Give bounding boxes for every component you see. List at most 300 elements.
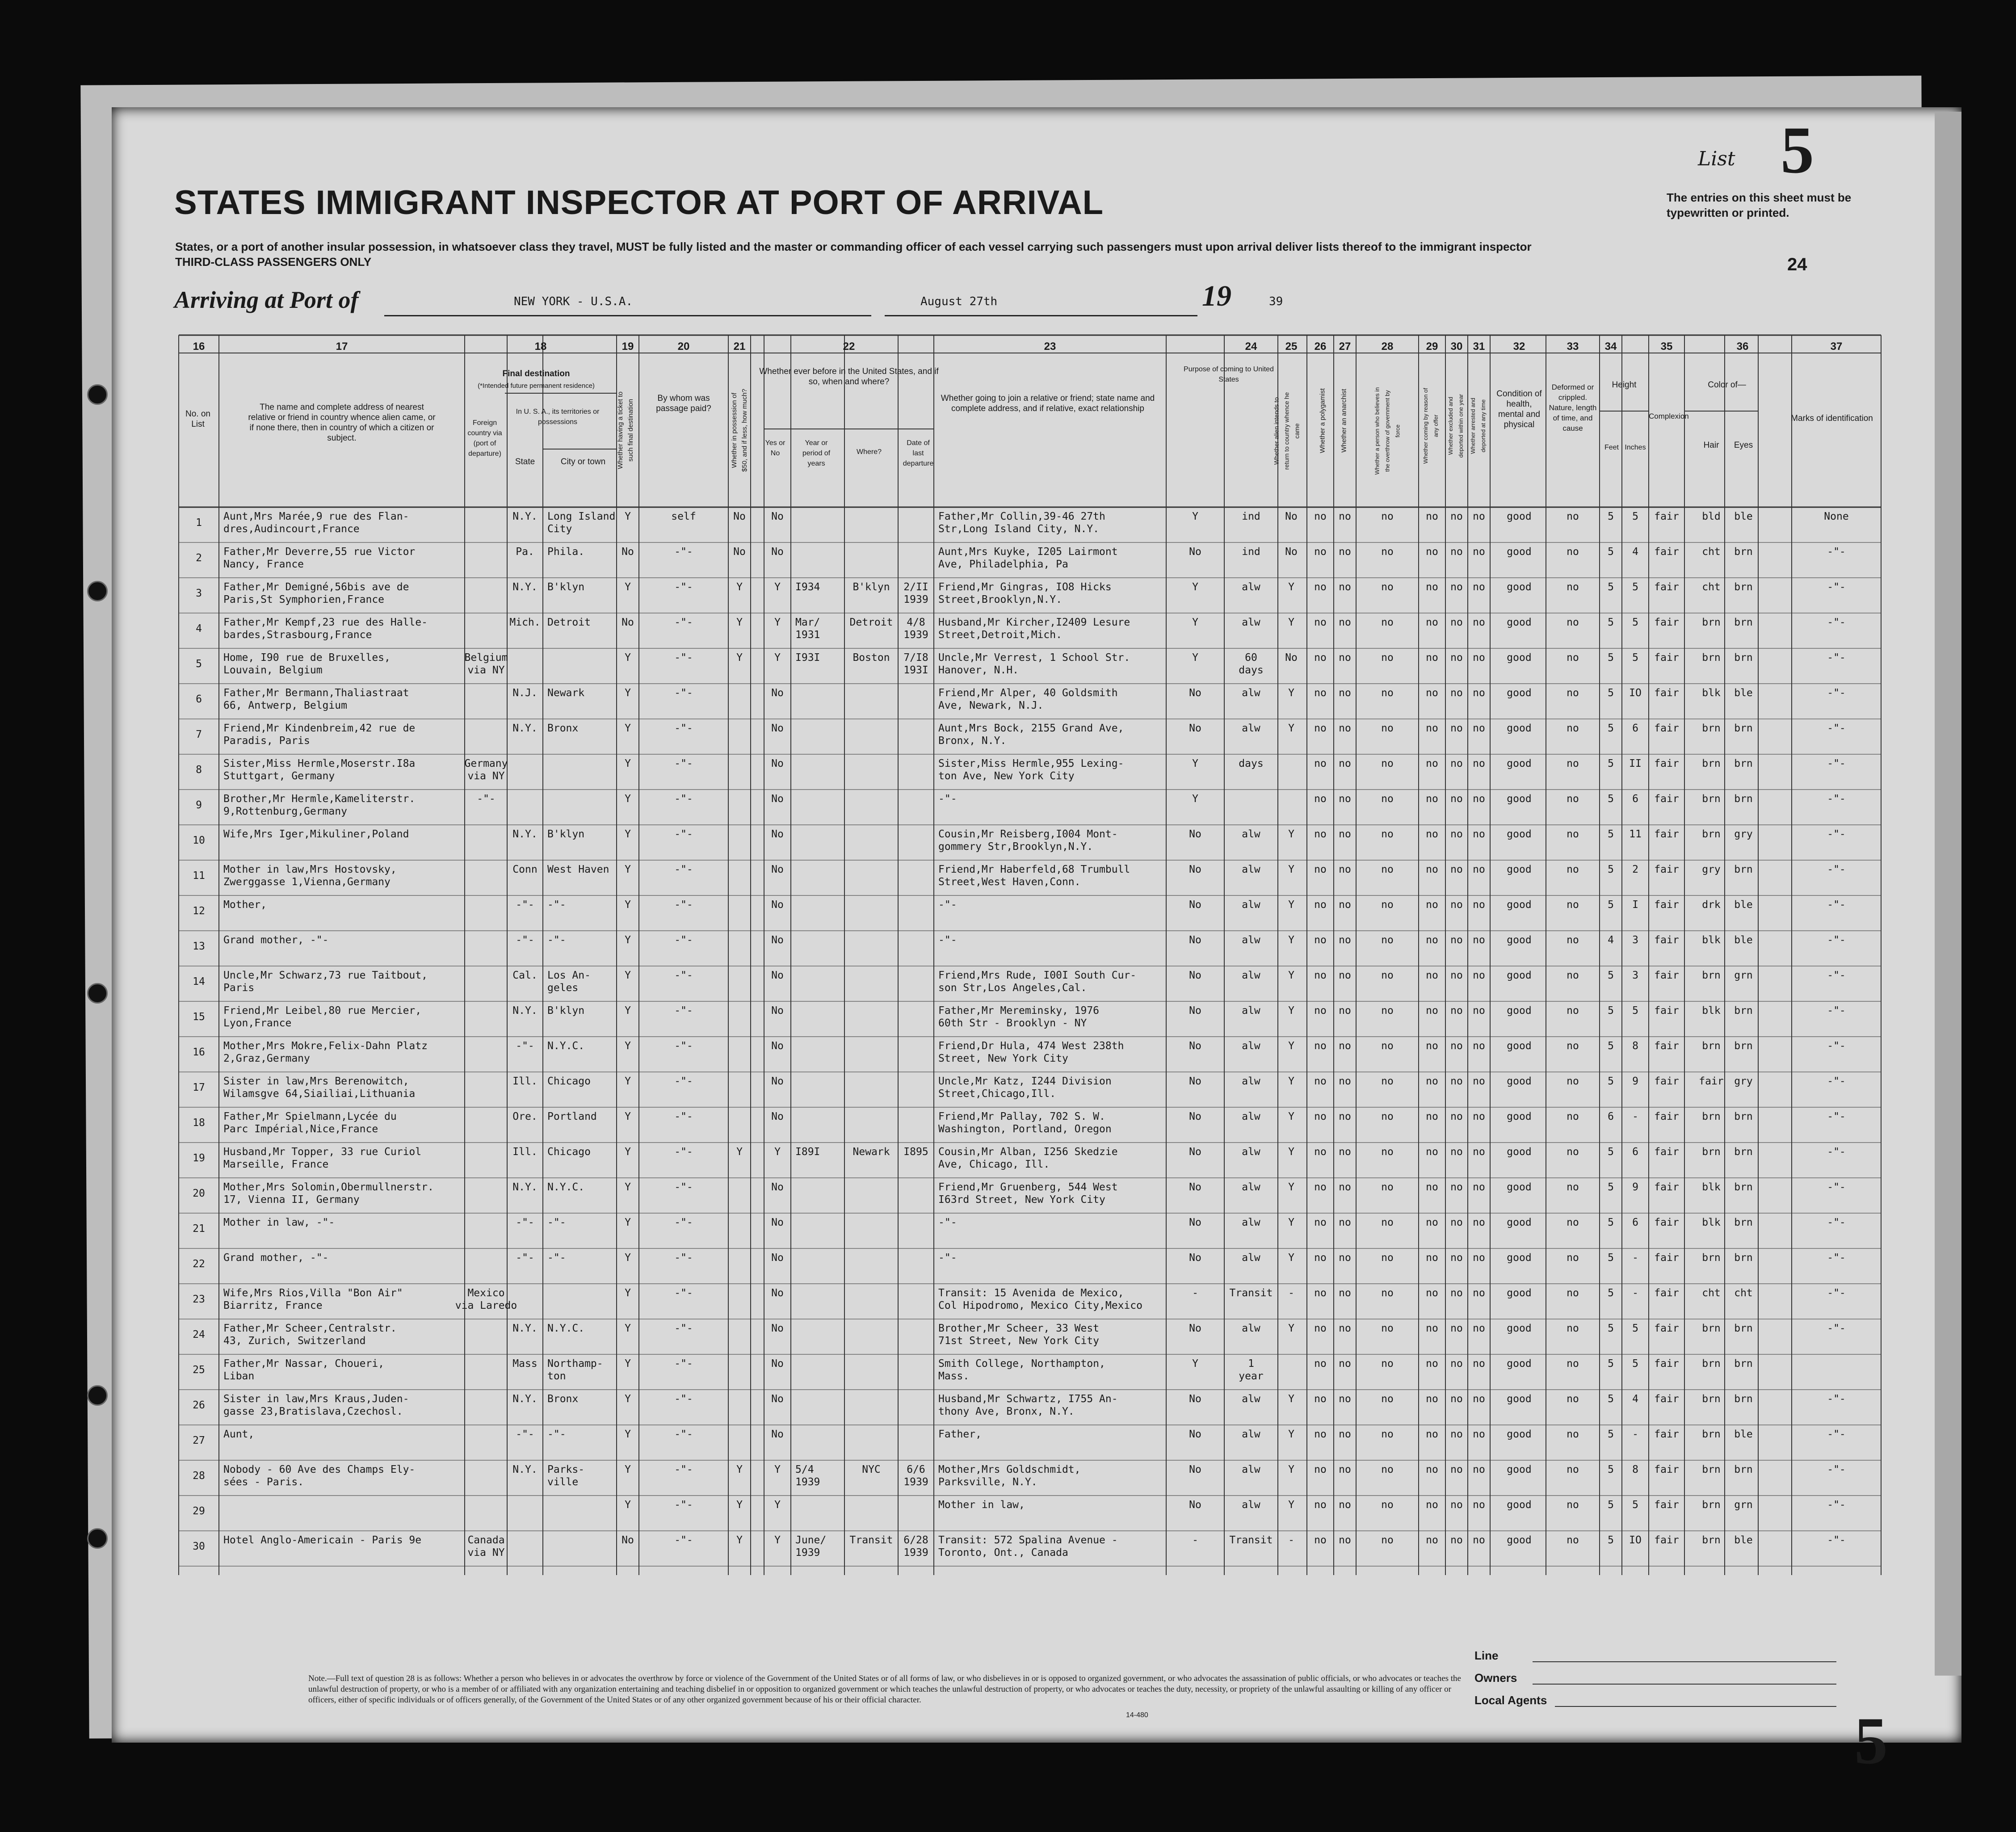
cell-ft: 5 <box>1608 1146 1614 1158</box>
cell-paid: -"- <box>674 970 693 981</box>
owners-label: Owners <box>1474 1671 1517 1685</box>
cell-deform: no <box>1567 723 1579 734</box>
cell-p3: Y <box>1288 617 1294 628</box>
cell-rel1: Hotel Anglo-Americain - Paris 9e <box>223 1534 422 1546</box>
cell-eyes: cht <box>1734 1287 1753 1299</box>
cell-hair: brn <box>1702 793 1721 805</box>
cell-paid: -"- <box>674 1146 693 1158</box>
cell-join1: Friend,Mr Gruenberg, 544 West <box>938 1181 1118 1193</box>
cell-deform: no <box>1567 1534 1579 1546</box>
cell-join1: Uncle,Mr Katz, I244 Division <box>938 1076 1112 1087</box>
cell-ticket: Y <box>625 1358 631 1370</box>
cell-before: Y <box>774 1534 781 1546</box>
cell-c28: no <box>1381 1358 1394 1370</box>
cell-date: I895 <box>903 1146 928 1158</box>
cell-c30: no <box>1450 511 1463 522</box>
cell-join2: 60th Str - Brooklyn - NY <box>938 1017 1087 1029</box>
cell-no: 17 <box>193 1082 205 1093</box>
cell-no: 5 <box>196 658 202 670</box>
cell-join1: Transit: 572 Spalina Avenue - <box>938 1534 1118 1546</box>
cell-eyes: gry <box>1734 1076 1753 1087</box>
cell-in: 4 <box>1632 1393 1638 1405</box>
cell-c27: no <box>1339 1252 1351 1264</box>
cell-p1: No <box>1189 1429 1201 1440</box>
cell-state: N.Y. <box>512 581 538 593</box>
cell-health: good <box>1507 1499 1532 1511</box>
cell-p3: Y <box>1288 1111 1294 1122</box>
cell-p2: alw <box>1242 1323 1260 1334</box>
cell-ft: 5 <box>1608 864 1614 875</box>
cell-ticket: Y <box>625 970 631 981</box>
cell-c28: no <box>1381 652 1394 664</box>
cell-ticket: Y <box>625 1146 631 1158</box>
cell-via: Germany <box>464 758 508 769</box>
header-no-on-list: No. on List <box>185 409 210 429</box>
cell-city1: Portland <box>547 1111 597 1122</box>
cell-hair: brn <box>1702 1534 1721 1546</box>
cell-c26: no <box>1314 1323 1327 1334</box>
cell-rel1: Sister in law,Mrs Berenowitch, <box>223 1076 409 1087</box>
cell-money: No <box>733 511 746 522</box>
cell-state: N.Y. <box>512 1005 538 1017</box>
cell-state: N.Y. <box>512 828 538 840</box>
cell-c26: no <box>1314 934 1327 946</box>
header-deported: Whether arrested and deported at any time <box>1470 398 1487 454</box>
cell-eyes: brn <box>1734 617 1753 628</box>
cell-eyes: brn <box>1734 793 1753 805</box>
cell-p3: No <box>1285 652 1298 664</box>
cell-in: 5 <box>1632 581 1638 593</box>
cell-c28: no <box>1381 758 1394 769</box>
arrival-port: NEW YORK - U.S.A. <box>514 295 633 308</box>
cell-c26: no <box>1314 1111 1327 1122</box>
binder-hole <box>87 581 108 601</box>
cell-ticket: Y <box>625 581 631 593</box>
cell-c30: no <box>1450 1464 1463 1475</box>
cell-no: 22 <box>193 1258 205 1270</box>
cell-eyes: brn <box>1734 1040 1753 1052</box>
cell-c30: no <box>1450 1393 1463 1405</box>
cell-marks: -"- <box>1827 1005 1846 1017</box>
cell-c30: no <box>1450 1111 1463 1122</box>
cell-date2: 193I <box>903 664 928 676</box>
cell-rel2: sées - Paris. <box>223 1476 304 1488</box>
cell-join1: Sister,Miss Hermle,955 Lexing- <box>938 758 1124 769</box>
cell-rel2: Lyon,France <box>223 1017 292 1029</box>
cell-c29: no <box>1426 1323 1438 1334</box>
header-ticket: Whether having a ticket to such final destination <box>617 391 634 469</box>
cell-marks: -"- <box>1827 899 1846 911</box>
cell-in: - <box>1632 1252 1638 1264</box>
cell-eyes: brn <box>1734 864 1753 875</box>
cell-paid: -"- <box>674 1252 693 1264</box>
cell-before: Y <box>774 1499 781 1511</box>
cell-p2: alw <box>1242 1217 1260 1228</box>
cell-eyes: brn <box>1734 581 1753 593</box>
cell-eyes: brn <box>1734 1393 1753 1405</box>
cell-ticket: Y <box>625 1111 631 1122</box>
cell-eyes: brn <box>1734 652 1753 664</box>
cell-ticket: Y <box>625 1393 631 1405</box>
cell-cx: fair <box>1654 1217 1679 1228</box>
cell-hair: brn <box>1702 1393 1721 1405</box>
cell-money: Y <box>736 1464 743 1475</box>
cell-c28: no <box>1381 1146 1394 1158</box>
cell-c27: no <box>1339 1287 1351 1299</box>
cell-city2: ville <box>547 1476 579 1488</box>
cell-c31: no <box>1473 1005 1485 1017</box>
cell-join1: Friend,Mr Gingras, IO8 Hicks <box>938 581 1112 593</box>
cell-p3: Y <box>1288 1076 1294 1087</box>
cell-c26: no <box>1314 758 1327 769</box>
cell-hair: brn <box>1702 970 1721 981</box>
column-number: 34 <box>1604 340 1617 353</box>
cell-join1: -"- <box>938 1252 957 1264</box>
cell-deform: no <box>1567 1005 1579 1017</box>
cell-state: Ill. <box>512 1146 538 1158</box>
column-number: 30 <box>1450 340 1463 353</box>
cell-join2: Street,Chicago,Ill. <box>938 1088 1056 1100</box>
cell-c29: no <box>1426 617 1438 628</box>
cell-join1: Mother,Mrs Goldschmidt, <box>938 1464 1081 1475</box>
cell-in: 2 <box>1632 864 1638 875</box>
cell-c26: no <box>1314 687 1327 699</box>
cell-deform: no <box>1567 1358 1579 1370</box>
subtitle-line-1: States, or a port of another insular possession, in whatsoever class they travel, MUST be fully listed and the master or commanding officer of each vessel carrying such passengers must upon arrival deliver lists thereof to the immigrant inspector <box>175 240 1532 253</box>
cell-join1: Cousin,Mr Reisberg,I004 Mont- <box>938 828 1118 840</box>
cell-rel2: Nancy, France <box>223 559 304 570</box>
cell-before: No <box>771 1393 784 1405</box>
cell-rel1: Husband,Mr Topper, 33 rue Curiol <box>223 1146 422 1158</box>
cell-health: good <box>1507 1534 1532 1546</box>
line-label: Line <box>1474 1649 1499 1662</box>
cell-paid: -"- <box>674 1499 693 1511</box>
cell-rel1: Aunt,Mrs Marée,9 rue des Flan- <box>223 511 409 522</box>
list-number: 5 <box>1781 113 1814 187</box>
cell-health: good <box>1507 1217 1532 1228</box>
cell-rel1: Mother in law,Mrs Hostovsky, <box>223 864 397 875</box>
cell-p1: Y <box>1192 758 1198 769</box>
cell-c29: no <box>1426 1146 1438 1158</box>
cell-hair: brn <box>1702 617 1721 628</box>
cell-state: -"- <box>516 1040 534 1052</box>
cell-rel1: Grand mother, -"- <box>223 1252 329 1264</box>
cell-period: 5/4 <box>795 1464 814 1475</box>
cell-eyes: brn <box>1734 546 1753 558</box>
cell-in: 9 <box>1632 1076 1638 1087</box>
header-hair: Hair <box>1703 441 1719 450</box>
cell-no: 12 <box>193 905 205 917</box>
cell-p3: Y <box>1288 723 1294 734</box>
cell-in: 8 <box>1632 1040 1638 1052</box>
cell-paid: -"- <box>674 1111 693 1122</box>
cell-c29: no <box>1426 1076 1438 1087</box>
cell-p1: No <box>1189 828 1201 840</box>
cell-join2: gommery Str,Brooklyn,N.Y. <box>938 841 1093 853</box>
cell-cx: fair <box>1654 1181 1679 1193</box>
cell-eyes: ble <box>1734 934 1753 946</box>
cell-hair: blk <box>1702 687 1721 699</box>
cell-c31: no <box>1473 1252 1485 1264</box>
cell-ft: 5 <box>1608 1076 1614 1087</box>
cell-ticket: Y <box>625 1005 631 1017</box>
cell-no: 19 <box>193 1152 205 1164</box>
column-number: 36 <box>1736 340 1749 353</box>
cell-city1: N.Y.C. <box>547 1323 585 1334</box>
cell-hair: brn <box>1702 1499 1721 1511</box>
cell-c28: no <box>1381 793 1394 805</box>
cell-join1: Aunt,Mrs Bock, 2155 Grand Ave, <box>938 723 1124 734</box>
cell-paid: -"- <box>674 687 693 699</box>
cell-deform: no <box>1567 652 1579 664</box>
cell-before: No <box>771 1181 784 1193</box>
cell-rel2: 9,Rottenburg,Germany <box>223 806 347 817</box>
cell-paid: -"- <box>674 934 693 946</box>
cell-marks: -"- <box>1827 1534 1846 1546</box>
cell-c30: no <box>1450 1005 1463 1017</box>
cell-ticket: Y <box>625 1181 631 1193</box>
cell-state: -"- <box>516 899 534 911</box>
cell-no: 14 <box>193 976 205 987</box>
cell-paid: -"- <box>674 1393 693 1405</box>
cell-rel1: Mother in law, -"- <box>223 1217 335 1228</box>
column-number: 28 <box>1381 340 1394 353</box>
cell-c28: no <box>1381 1252 1394 1264</box>
cell-c31: no <box>1473 1464 1485 1475</box>
cell-c30: no <box>1450 546 1463 558</box>
cell-city1: Detroit <box>547 617 591 628</box>
header-before-yes-no: Yes or No <box>765 439 785 457</box>
cell-c26: no <box>1314 1534 1327 1546</box>
cell-health: good <box>1507 934 1532 946</box>
cell-p1: No <box>1189 687 1201 699</box>
header-ever-before: Whether ever before in the United States, and if so, when and where? <box>759 367 939 387</box>
cell-state: N.Y. <box>512 511 538 522</box>
cell-eyes: brn <box>1734 1323 1753 1334</box>
cell-ft: 5 <box>1608 617 1614 628</box>
cell-c27: no <box>1339 758 1351 769</box>
cell-c31: no <box>1473 1534 1485 1546</box>
cell-marks: -"- <box>1827 687 1846 699</box>
cell-cx: fair <box>1654 793 1679 805</box>
cell-p1: No <box>1189 1393 1201 1405</box>
cell-eyes: brn <box>1734 1217 1753 1228</box>
cell-c31: no <box>1473 652 1485 664</box>
cell-before: No <box>771 511 784 522</box>
column-number: 27 <box>1339 340 1351 353</box>
cell-date: 2/II <box>903 581 928 593</box>
cell-rel1: Grand mother, -"- <box>223 934 329 946</box>
arriving-label: Arriving at Port of <box>174 286 359 313</box>
cell-c31: no <box>1473 1217 1485 1228</box>
cell-paid: -"- <box>674 617 693 628</box>
cell-cx: fair <box>1654 758 1679 769</box>
cell-eyes: grn <box>1734 970 1753 981</box>
cell-c28: no <box>1381 1287 1394 1299</box>
cell-p3: Y <box>1288 1181 1294 1193</box>
cell-c30: no <box>1450 758 1463 769</box>
cell-c27: no <box>1339 1040 1351 1052</box>
cell-ticket: Y <box>625 1323 631 1334</box>
header-polygamist: Whether a polygamist <box>1319 388 1327 454</box>
cell-ticket: Y <box>625 1040 631 1052</box>
cell-p2: alw <box>1242 828 1260 840</box>
cell-period: I93I <box>795 652 820 664</box>
cell-c27: no <box>1339 1499 1351 1511</box>
cell-join1: Friend,Dr Hula, 474 West 238th <box>938 1040 1124 1052</box>
cell-in: IO <box>1629 1534 1642 1546</box>
cell-join1: Uncle,Mr Verrest, 1 School Str. <box>938 652 1130 664</box>
cell-rel1: Mother,Mrs Mokre,Felix-Dahn Platz <box>223 1040 428 1052</box>
cell-no: 8 <box>196 764 202 776</box>
column-number: 21 <box>733 340 746 353</box>
cell-c26: no <box>1314 1076 1327 1087</box>
cell-hair: brn <box>1702 1323 1721 1334</box>
cell-before: No <box>771 1429 784 1440</box>
cell-deform: no <box>1567 934 1579 946</box>
cell-p2: alw <box>1242 581 1260 593</box>
cell-paid: -"- <box>674 1464 693 1475</box>
cell-p1: No <box>1189 970 1201 981</box>
cell-paid: -"- <box>674 652 693 664</box>
cell-ft: 5 <box>1608 1393 1614 1405</box>
cell-paid: -"- <box>674 1040 693 1052</box>
cell-p2: alw <box>1242 1146 1260 1158</box>
cell-join2: Street, New York City <box>938 1053 1068 1064</box>
cell-join1: Husband,Mr Schwartz, I755 An- <box>938 1393 1118 1405</box>
cell-c27: no <box>1339 1111 1351 1122</box>
cell-via: Canada <box>467 1534 505 1546</box>
cell-join1: Friend,Mr Haberfeld,68 Trumbull <box>938 864 1130 875</box>
column-number: 29 <box>1426 340 1438 353</box>
cell-rel1: Uncle,Mr Schwarz,73 rue Taitbout, <box>223 970 428 981</box>
binder-hole <box>87 384 108 405</box>
cell-ft: 5 <box>1608 1217 1614 1228</box>
cell-hair: blk <box>1702 934 1721 946</box>
cell-p2: days <box>1239 758 1264 769</box>
cell-c26: no <box>1314 864 1327 875</box>
cell-rel1: Father,Mr Deverre,55 rue Victor <box>223 546 416 558</box>
cell-c30: no <box>1450 652 1463 664</box>
header-color: Color of— <box>1708 380 1746 390</box>
cell-c29: no <box>1426 1393 1438 1405</box>
cell-eyes: brn <box>1734 1005 1753 1017</box>
cell-join1: Friend,Mrs Rude, I00I South Cur- <box>938 970 1137 981</box>
cell-ft: 5 <box>1608 1323 1614 1334</box>
cell-deform: no <box>1567 793 1579 805</box>
cell-before: No <box>771 1287 784 1299</box>
cell-in: - <box>1632 1111 1638 1122</box>
cell-c26: no <box>1314 1005 1327 1017</box>
cell-rel2: gasse 23,Bratislava,Czechosl. <box>223 1406 403 1417</box>
cell-ticket: Y <box>625 758 631 769</box>
cell-no: 18 <box>193 1117 205 1129</box>
cell-p1: No <box>1189 934 1201 946</box>
cell-state: -"- <box>516 1252 534 1264</box>
cell-rel2: 17, Vienna II, Germany <box>223 1194 360 1206</box>
header-height: Height <box>1612 380 1637 390</box>
cell-c30: no <box>1450 687 1463 699</box>
cell-city1: Newark <box>547 687 585 699</box>
cell-ft: 6 <box>1608 1111 1614 1122</box>
cell-c29: no <box>1426 1005 1438 1017</box>
cell-no: 1 <box>196 517 202 529</box>
cell-c29: no <box>1426 1040 1438 1052</box>
cell-join2: thony Ave, Bronx, N.Y. <box>938 1406 1075 1417</box>
cell-c30: no <box>1450 793 1463 805</box>
cell-p3: No <box>1285 511 1298 522</box>
cell-money: Y <box>736 652 743 664</box>
cell-health: good <box>1507 1146 1532 1158</box>
cell-deform: no <box>1567 581 1579 593</box>
header-feet: Feet <box>1604 444 1619 451</box>
cell-p1: No <box>1189 1146 1201 1158</box>
cell-p2: alw <box>1242 1499 1260 1511</box>
cell-p1: No <box>1189 723 1201 734</box>
cell-rel1: Father,Mr Kempf,23 rue des Halle- <box>223 617 428 628</box>
cell-p2: alw <box>1242 1181 1260 1193</box>
cell-c26: no <box>1314 1429 1327 1440</box>
cell-health: good <box>1507 581 1532 593</box>
cell-before: No <box>771 1040 784 1052</box>
cell-c31: no <box>1473 617 1485 628</box>
cell-city1: B'klyn <box>547 1005 585 1017</box>
cell-p2: alw <box>1242 864 1260 875</box>
cell-c28: no <box>1381 617 1394 628</box>
cell-join2: Toronto, Ont., Canada <box>938 1547 1068 1559</box>
header-in-usa: In U. S. A., its territories or possessions <box>516 408 600 426</box>
cell-hair: brn <box>1702 1429 1721 1440</box>
cell-p3: Y <box>1288 864 1294 875</box>
cell-c29: no <box>1426 828 1438 840</box>
cell-paid: -"- <box>674 758 693 769</box>
cell-ft: 5 <box>1608 758 1614 769</box>
cell-where: Detroit <box>849 617 893 628</box>
cell-p3: Y <box>1288 828 1294 840</box>
column-number: 31 <box>1473 340 1485 353</box>
cell-join1: Brother,Mr Scheer, 33 West <box>938 1323 1100 1334</box>
cell-paid: -"- <box>674 581 693 593</box>
cell-c31: no <box>1473 1287 1485 1299</box>
cell-marks: -"- <box>1827 1076 1846 1087</box>
cell-c31: no <box>1473 828 1485 840</box>
cell-c29: no <box>1426 1534 1438 1546</box>
cell-in: II <box>1629 758 1642 769</box>
cell-c26: no <box>1314 723 1327 734</box>
cell-c28: no <box>1381 1429 1394 1440</box>
cell-health: good <box>1507 899 1532 911</box>
cell-c30: no <box>1450 1323 1463 1334</box>
cell-c30: no <box>1450 970 1463 981</box>
cell-c28: no <box>1381 687 1394 699</box>
cell-p2: 60 <box>1245 652 1257 664</box>
cell-city1: N.Y.C. <box>547 1181 585 1193</box>
cell-c30: no <box>1450 1040 1463 1052</box>
cell-where: Boston <box>853 652 890 664</box>
cell-c31: no <box>1473 511 1485 522</box>
cell-c27: no <box>1339 970 1351 981</box>
cell-state: -"- <box>516 1217 534 1228</box>
cell-before: No <box>771 723 784 734</box>
cell-in: - <box>1632 1287 1638 1299</box>
cell-state: N.Y. <box>512 1393 538 1405</box>
cell-before: No <box>771 1076 784 1087</box>
cell-city1: B'klyn <box>547 828 585 840</box>
cell-p1: - <box>1192 1287 1198 1299</box>
cell-join2: Ave, Philadelphia, Pa <box>938 559 1068 570</box>
cell-ticket: Y <box>625 652 631 664</box>
cell-p1: Y <box>1192 1358 1198 1370</box>
